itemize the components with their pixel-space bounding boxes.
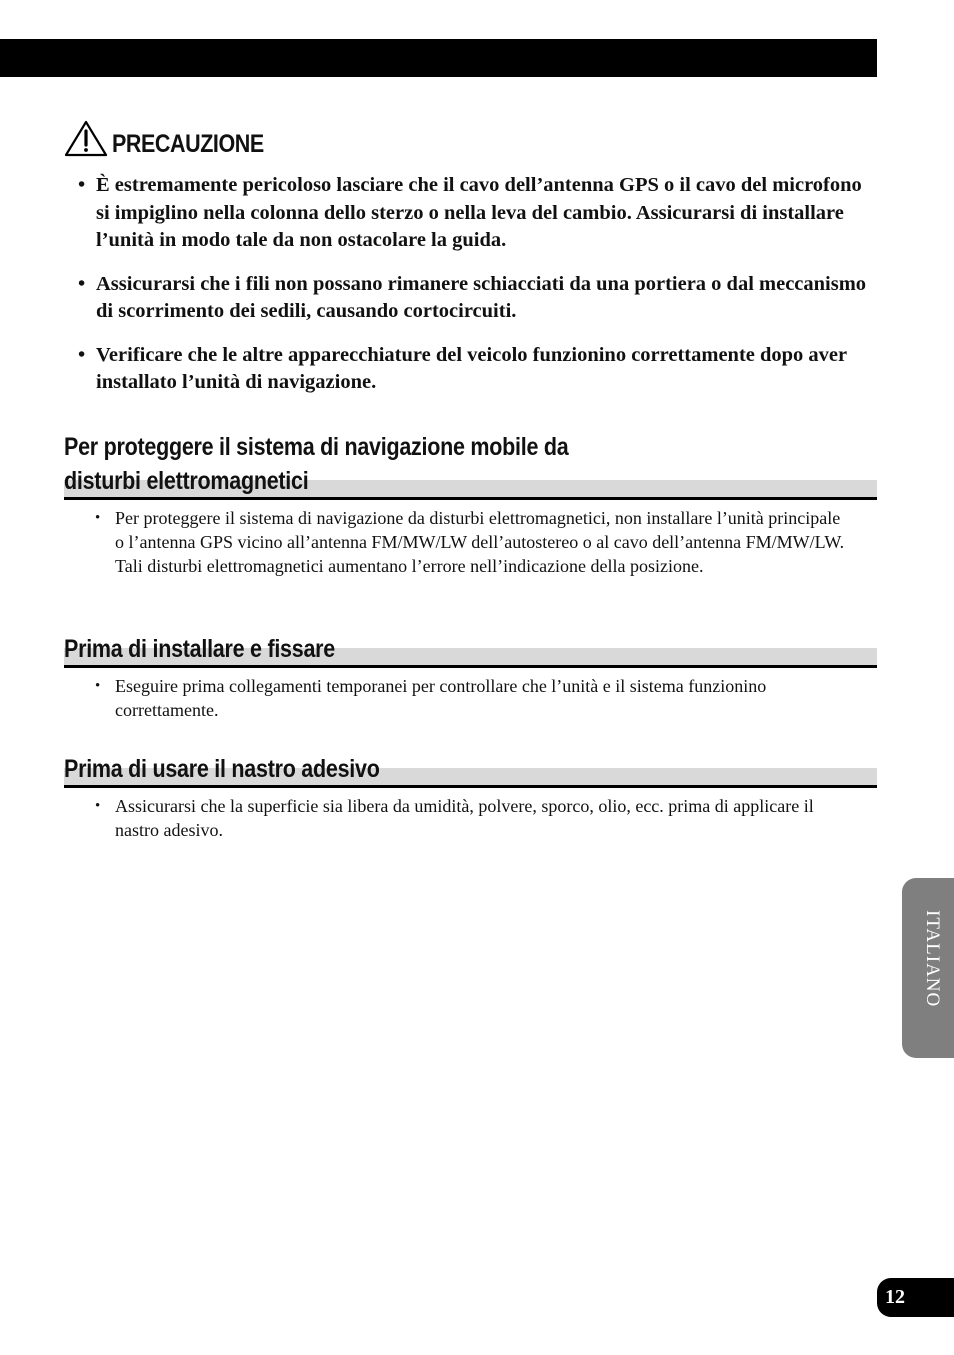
- list-item: • Per proteggere il sistema di navigazione da disturbi elettromagnetici, non installare l’unità principale o l’antenna GPS vicino all’antenna FM/MW/LW dell’autostereo o al cavo dell’antenna FM/MW/LW. Tali disturbi elettromagnetici aumentano l’errore nell’indicazione della posizione.: [95, 508, 845, 576]
- section-title: Prima di installare e fissare: [64, 635, 335, 663]
- section-list: [64, 794, 877, 842]
- header-bar: [0, 39, 877, 77]
- bullet: •: [78, 343, 86, 366]
- caution-heading: [64, 118, 877, 158]
- section-list: [64, 674, 877, 722]
- bullet: •: [95, 798, 101, 814]
- caution-block: [64, 118, 877, 413]
- section-heading: [64, 752, 877, 788]
- section-title: Per proteggere il sistema di navigazione mobile da disturbi elettromagnetici: [64, 433, 569, 495]
- language-label: ITALIANO: [922, 910, 943, 1008]
- caution-item: • È estremamente pericoloso lasciare che il cavo dell’antenna GPS o il cavo del microfono si impiglino nella colonna dello sterzo o nella leva del cambio. Assicurarsi di installare l’unità in modo tale da non ostacolare la guida.: [78, 174, 862, 251]
- page-number: 12: [877, 1278, 954, 1317]
- list-item: • Assicurarsi che la superficie sia libera da umidità, polvere, sporco, olio, ecc. prima di applicare il nastro adesivo.: [95, 796, 814, 840]
- bullet: •: [95, 510, 101, 526]
- bullet: •: [78, 272, 86, 295]
- caution-item: • Assicurarsi che i fili non possano rimanere schiacciati da una portiera o dal meccanismo di scorrimento dei sedili, causando cortocircuiti.: [78, 272, 867, 322]
- warning-triangle-icon: [64, 120, 108, 158]
- section-heading: [64, 430, 877, 500]
- section-adhesive-tape: [64, 752, 877, 842]
- caution-list: [64, 172, 877, 397]
- caution-title: PRECAUZIONE: [112, 130, 264, 158]
- list-item: • Eseguire prima collegamenti temporanei per controllare che l’unità e il sistema funzionino correttamente.: [95, 676, 767, 720]
- section-before-install: [64, 632, 877, 722]
- section-heading: [64, 632, 877, 668]
- language-tab: [902, 878, 954, 1058]
- bullet: •: [78, 174, 86, 196]
- section-electromagnetic: [64, 430, 877, 578]
- section-list: [64, 506, 877, 578]
- caution-item: • Verificare che le altre apparecchiature del veicolo funzionino correttamente dopo aver installato l’unità di navigazione.: [78, 343, 847, 393]
- section-title: Prima di usare il nastro adesivo: [64, 755, 380, 783]
- bullet: •: [95, 678, 101, 694]
